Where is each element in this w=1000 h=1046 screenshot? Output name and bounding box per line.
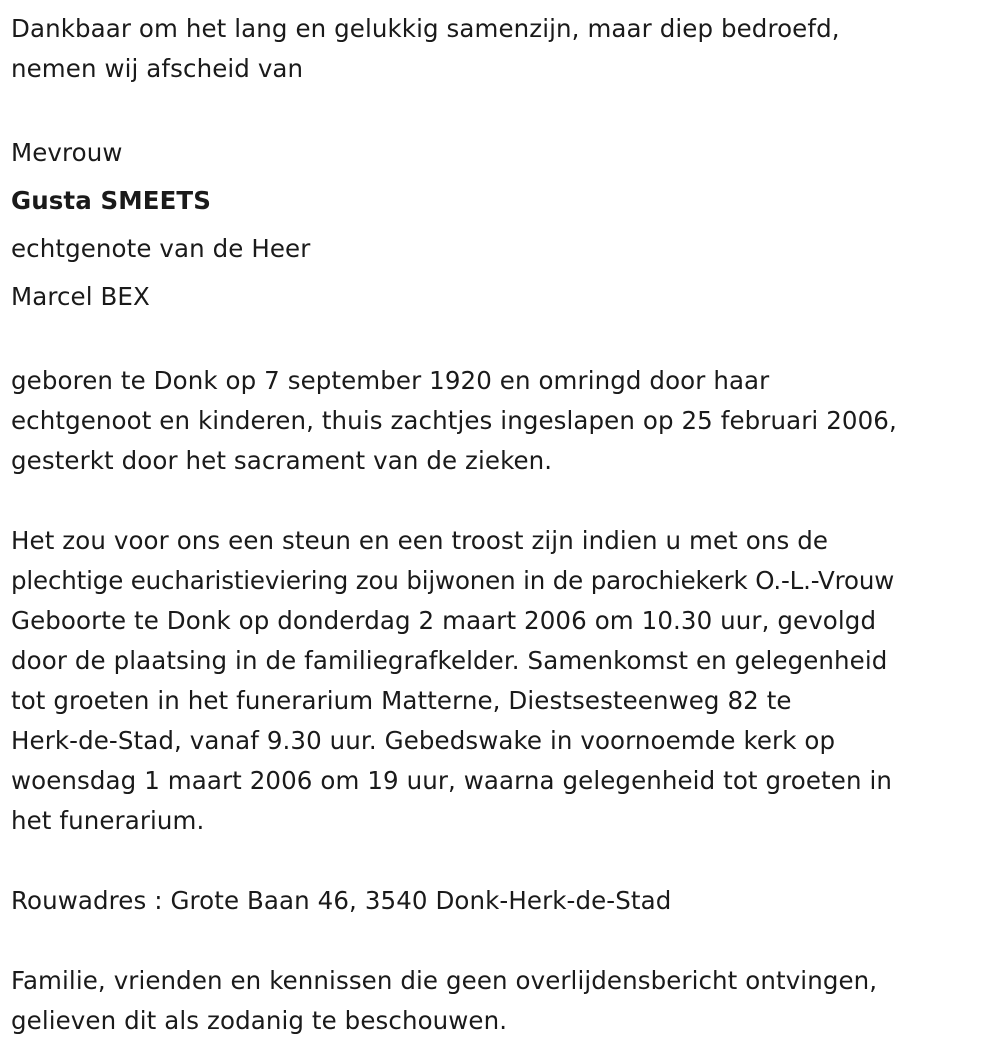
mourning-address: Rouwadres : Grote Baan 46, 3540 Donk-Herk-de-Stad <box>11 886 672 915</box>
paragraph-spacer <box>11 481 996 521</box>
birth-death-paragraph <box>11 361 996 481</box>
intro-line: nemen wij afscheid van <box>11 54 304 83</box>
birth-death-line: geboren te Donk op 7 september 1920 en omringd door haar <box>11 366 770 395</box>
paragraph-spacer <box>11 921 996 961</box>
paragraph-spacer <box>11 321 996 361</box>
honorific: Mevrouw <box>11 138 123 167</box>
death-notice <box>11 9 996 1041</box>
ceremony-line: het funerarium. <box>11 806 205 835</box>
ceremony-line: Herk-de-Stad, vanaf 9.30 uur. Gebedswake in voornoemde kerk op <box>11 726 836 755</box>
spouse-name: Marcel BEX <box>11 282 150 311</box>
ceremony-line: door de plaatsing in de familiegrafkelder. Samenkomst en gelegenheid <box>11 646 888 675</box>
closing-paragraph <box>11 961 996 1041</box>
ceremony-line: woensdag 1 maart 2006 om 19 uur, waarna gelegenheid tot groeten in <box>11 766 892 795</box>
closing-line: Familie, vrienden en kennissen die geen overlijdensbericht ontvingen, <box>11 966 878 995</box>
deceased-name: Gusta SMEETS <box>11 186 211 215</box>
intro-line: Dankbaar om het lang en gelukkig samenzijn, maar diep bedroefd, <box>11 14 840 43</box>
paragraph-spacer <box>11 841 996 881</box>
ceremony-line: Geboorte te Donk op donderdag 2 maart 2006 om 10.30 uur, gevolgd <box>11 606 877 635</box>
ceremony-paragraph <box>11 521 996 841</box>
relation-line: echtgenote van de Heer <box>11 234 311 263</box>
ceremony-line: plechtige eucharistieviering zou bijwonen in de parochiekerk O.-L.-Vrouw <box>11 566 895 595</box>
ceremony-line: Het zou voor ons een steun en een troost zijn indien u met ons de <box>11 526 829 555</box>
birth-death-line: gesterkt door het sacrament van de zieken. <box>11 446 553 475</box>
ceremony-line: tot groeten in het funerarium Matterne, Diestsesteenweg 82 te <box>11 686 792 715</box>
intro-paragraph <box>11 9 996 89</box>
deceased-block <box>11 129 996 321</box>
paragraph-spacer <box>11 89 996 129</box>
closing-line: gelieven dit als zodanig te beschouwen. <box>11 1006 508 1035</box>
birth-death-line: echtgenoot en kinderen, thuis zachtjes ingeslapen op 25 februari 2006, <box>11 406 897 435</box>
